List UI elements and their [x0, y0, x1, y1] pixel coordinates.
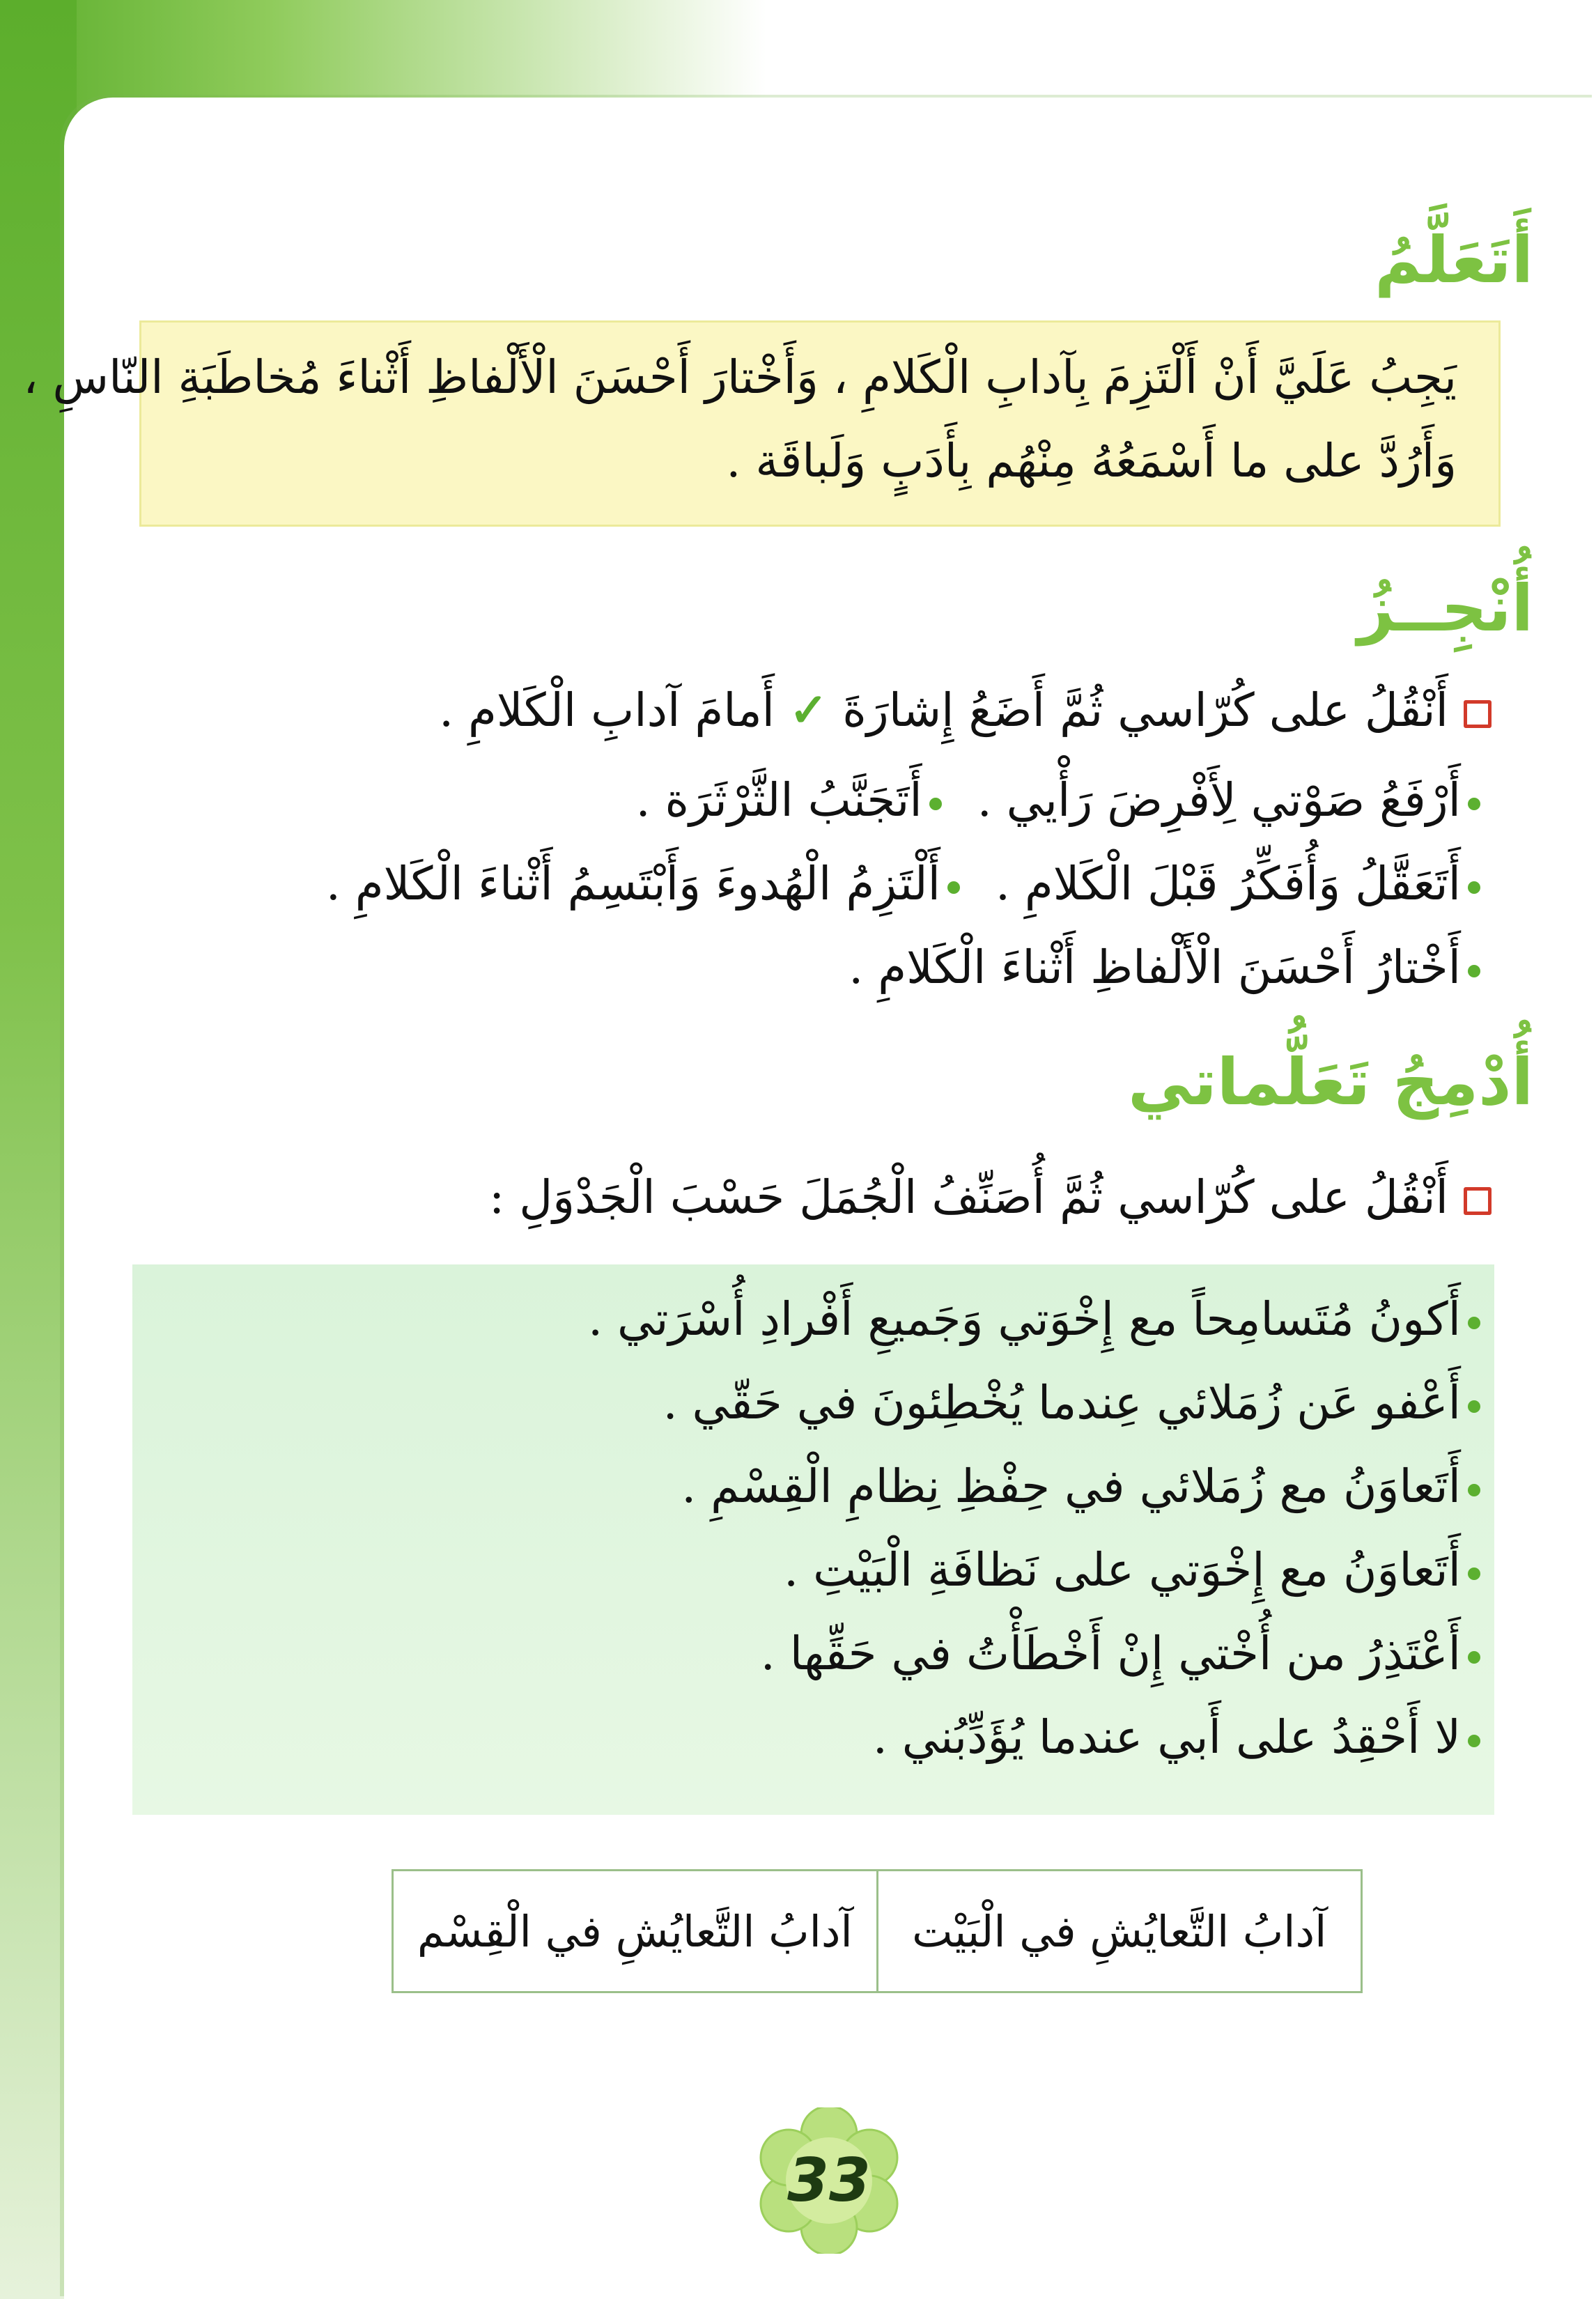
bullet-icon: [1468, 965, 1480, 977]
checkbox-icon: [1464, 700, 1492, 728]
achieve-item: أَتَعَقَّلُ وَأُفَكِّرُ قَبْلَ الْكَلامِ .: [995, 857, 1461, 911]
sentence-text: أَتَعاوَنُ مع زُمَلائي في حِفْظِ نِظامِ الْقِسْمِ .: [681, 1460, 1461, 1513]
sentence-text: أَتَعاوَنُ مع إِخْوَتي على نَظافَةِ الْبَيْتِ .: [784, 1543, 1461, 1597]
sentence-item: [0, 1376, 1485, 1430]
bullet-icon: [1468, 881, 1480, 894]
classification-table: [392, 1869, 1363, 1993]
sentence-item: [0, 1710, 1485, 1764]
bullet-icon: [1468, 798, 1480, 810]
integrate-title: أُدْمِجُ تَعَلُّماتي: [1128, 1045, 1533, 1120]
achieve-row-1: [0, 773, 1485, 827]
sentence-text: أَكونُ مُتَسامِحاً مع إِخْوَتي وَجَميعِ أَفْرادِ أُسْرَتي .: [588, 1292, 1461, 1346]
sentence-item: [0, 1627, 1485, 1680]
sentence-item: [0, 1292, 1485, 1346]
learn-line-2: وَأَرُدَّ على ما أَسْمَعُهُ مِنْهُم بِأَدَبٍ وَلَباقَة .: [726, 434, 1457, 488]
achieve-instruction-before: أَنْقُلُ على كُرّاسي ثُمَّ أَضَعُ إِشارَةَ: [842, 683, 1448, 737]
table-header-class: آدابُ التَّعايُشِ في الْقِسْم: [394, 1871, 878, 1991]
bullet-icon: [1468, 1651, 1480, 1664]
bullet-icon: [1468, 1735, 1480, 1747]
achieve-instruction-after: أَمامَ آدابِ الْكَلامِ .: [439, 683, 775, 737]
achieve-item: أَخْتارُ أَحْسَنَ الْأَلْفاظِ أَثْناءَ الْكَلامِ .: [849, 940, 1461, 994]
bullet-icon: [1468, 1317, 1480, 1329]
bullet-icon: [929, 798, 942, 810]
bullet-icon: [947, 881, 960, 894]
checkbox-icon: [1464, 1187, 1492, 1215]
sentence-text: لا أَحْقِدُ على أَبي عندما يُؤَدِّبُني .: [872, 1710, 1461, 1764]
achieve-title: أُنْجِــزُ: [1357, 571, 1533, 646]
table-header-home: آدابُ التَّعايُشِ في الْبَيْت: [912, 1905, 1327, 1957]
sentence-text: أَعْتَذِرُ من أُخْتي إِنْ أَخْطَأْتُ في حَقِّها .: [760, 1627, 1461, 1680]
bullet-icon: [1468, 1568, 1480, 1580]
bullet-icon: [1468, 1400, 1480, 1413]
achieve-item: أَلْتَزِمُ الْهُدوءَ وَأَبْتَسِمُ أَثْناءَ الْكَلامِ .: [325, 857, 940, 911]
achieve-row-3: [0, 940, 1485, 994]
integrate-instruction: [0, 1170, 1492, 1224]
page-number: 33: [787, 2146, 871, 2215]
sentence-text: أَعْفو عَن زُمَلائي عِندما يُخْطِئونَ في حَقّي .: [663, 1376, 1461, 1430]
achieve-item: أَتَجَنَّبُ الثَّرْثَرَة .: [635, 773, 922, 827]
sentence-item: [0, 1543, 1485, 1597]
sentence-item: [0, 1460, 1485, 1513]
integrate-instruction-text: أَنْقُلُ على كُرّاسي ثُمَّ أُصَنِّفُ الْجُمَلَ حَسْبَ الْجَدْوَلِ :: [489, 1170, 1448, 1224]
check-mark-icon: ✓: [789, 683, 828, 737]
achieve-instruction: [0, 683, 1492, 737]
learn-line-1: يَجِبُ عَلَيَّ أَنْ أَلْتَزِمَ بِآدابِ الْكَلامِ ، وَأَخْتارَ أَحْسَنَ الْأَلْفاظِ أَثْناءَ مُخاطَبَةِ النّاسِ ،: [23, 350, 1457, 404]
achieve-row-2: [0, 857, 1485, 911]
learn-info-box: [23, 320, 1501, 527]
page-number-badge: [756, 2107, 902, 2254]
bullet-icon: [1468, 1484, 1480, 1496]
achieve-item: أَرْفَعُ صَوْتي لِأَفْرِضَ رَأْيي .: [977, 773, 1461, 827]
learn-title: أَتَعَلَّمُ: [1374, 223, 1533, 297]
